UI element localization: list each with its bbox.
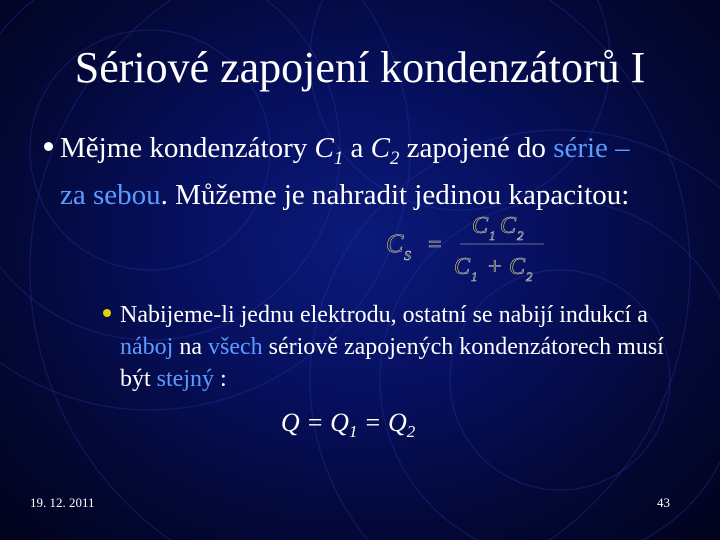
bullet-2-text: :	[214, 366, 227, 392]
formula-num-b: C	[500, 213, 517, 239]
formula-den-a-sub: 1	[471, 269, 478, 284]
c1-symbol: $C_1$	[314, 132, 344, 169]
bullet-1-text: Mějme kondenzátory	[60, 132, 315, 164]
highlight-vsech: všech	[207, 334, 263, 360]
page-number: 43	[657, 495, 670, 510]
c2-symbol: $C_2$	[370, 132, 400, 169]
series-capacitance-formula	[384, 208, 554, 288]
highlight-naboj: náboj	[120, 334, 174, 360]
bullet-2	[120, 299, 680, 395]
formula-den-b-sub: 2	[526, 269, 533, 284]
formula-den-b: C	[509, 254, 526, 280]
bullet-dot-icon	[103, 309, 111, 317]
formula-equals: =	[428, 232, 442, 258]
highlight-stejny: stejný	[156, 366, 214, 392]
formula-num-a: C	[472, 213, 489, 239]
bullet-1	[60, 130, 660, 214]
slide-title: Sériové zapojení kondenzátorů I	[74, 43, 646, 92]
highlight-serie: série – za sebou	[60, 132, 630, 211]
formula-den-a: C	[454, 254, 471, 280]
formula-num-a-sub: 1	[489, 228, 496, 243]
bullet-1-text: . Můžeme je nahradit jedinou kapacitou:	[160, 178, 630, 211]
formula-plus: +	[488, 254, 502, 280]
formula-lhs-sub: S	[404, 249, 411, 264]
formula-lhs: C	[386, 229, 404, 258]
bullet-1-text: a	[343, 132, 371, 164]
footer-date: 19. 12. 2011	[30, 495, 95, 510]
bullet-2-text: Nabijeme-li jednu elektrodu, ostatní se nabijí indukcí a	[120, 302, 648, 328]
bullet-dot-icon	[44, 142, 53, 151]
bullet-1-text: zapojené do	[399, 132, 554, 164]
formula-num-b-sub: 2	[517, 228, 524, 243]
charge-equality-formula: $Q = Q_1 = Q_2$	[280, 408, 416, 442]
bullet-2-text: na	[173, 334, 208, 360]
bullet-2-text: sériově zapojených kondenzátorech musí být	[120, 334, 664, 392]
